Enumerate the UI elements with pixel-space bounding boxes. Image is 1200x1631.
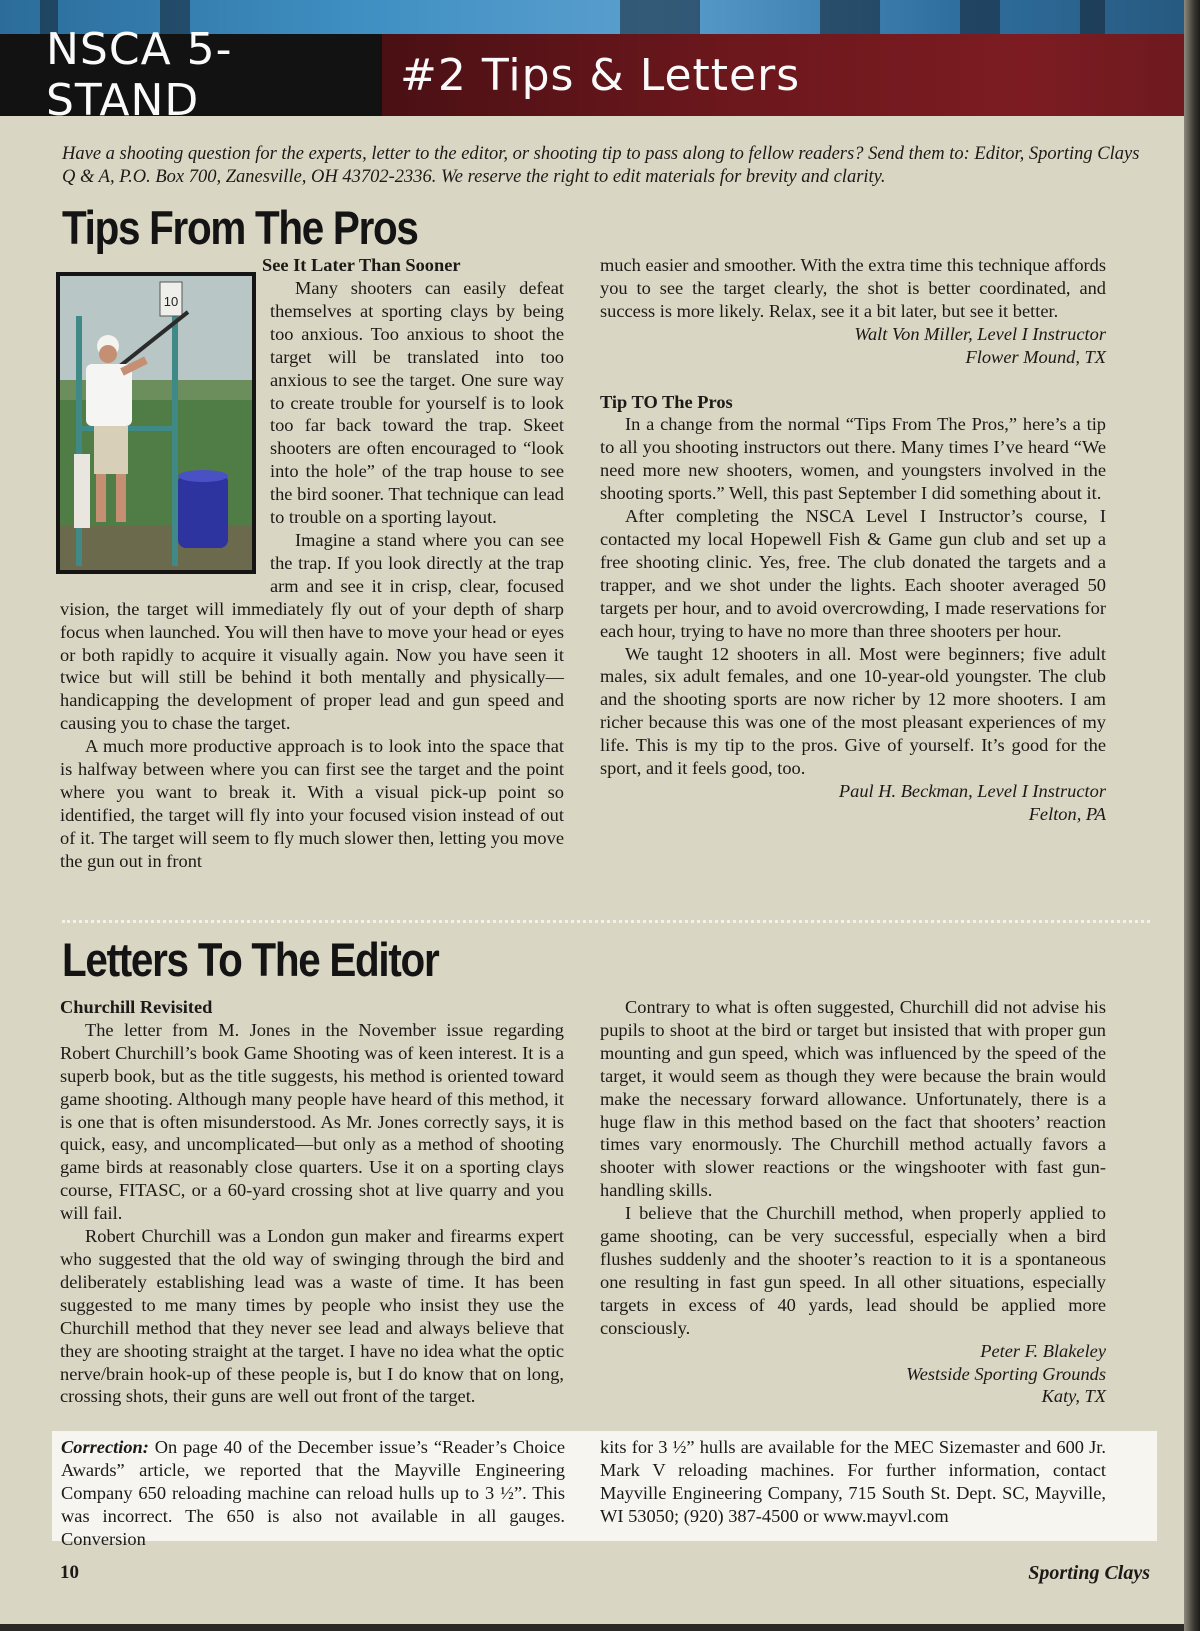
letter-paragraph-4: I believe that the Churchill method, when properly applied to game shooting, can be very successful, especially when a bird flushes suddenly and the shooter’s reaction to it is a spontaneous one resulting in fast gun speed. In all other situations, especially targets in excess of 40 yards, lead should be applied more consciously. <box>600 1203 1106 1338</box>
letters-section-title: Letters To The Editor <box>62 933 439 986</box>
header-left-title: NSCA 5-STAND <box>46 24 233 126</box>
article2-paragraph-1: In a change from the normal “Tips From The Pros,” here’s a tip to all you shooting instructors out there. Many times I’ve heard “We need more new shooters, women, and youngsters involved in the shooting sports.” Well, this past September I did something about it. <box>600 414 1106 504</box>
article2-paragraph-3: We taught 12 shooters in all. Most were beginners; five adult males, six adult females, and one 10-year-old youngster. The club and the shooting sports are now richer by 12 more shooters. I am richer because this was one of the most pleasant experiences of my life. This is my tip to the pros. Give of yourself. It’s good for the sport, and it feels good, too. <box>600 643 1106 779</box>
article2-signature-name: Paul H. Beckman, Level I Instructor <box>838 780 1106 801</box>
letter-paragraph-2: Robert Churchill was a London gun maker and firearms expert who suggested that the old way of swinging through the bird and deliberately establishing lead was a waste of time. It has been suggested to me many times by people who insist they use the Churchill method that they never see lead and always believe that they are shooting straight at the target. I have no idea what the optic nerve/brain hook-up of these people is, but I do know that on long, crossing shots, their guns are well out front of the target. <box>60 1226 564 1407</box>
section-divider <box>62 920 1150 923</box>
article1-paragraph-3: A much more productive approach is to look into the space that is halfway between where you can first see the target and the point where you want to break it. With a visual pick-up point so identified, the target will fly into your focused vision instead of out of it. The target will seem to fly much slower then, letting you move the gun out in front <box>60 736 564 871</box>
correction-text-left: On page 40 of the December issue’s “Reader’s Choice Awards” article, we reported that the Mayville Engineering Company 650 reloading machine can reload hulls up to 3 ½”. This was incorrect. The 650 is also not available in all gauges. Conversion <box>61 1437 565 1549</box>
letters-column-left <box>60 996 564 1408</box>
correction-text-right: kits for 3 ½” hulls are available for the MEC Sizemaster and 600 Jr. Mark V reloading machines. For further information, contact Mayville Engineering Company, 715 South St. Dept. SC, Mayville, WI 53050; (920) 387-4500 or www.mayvl.com <box>600 1437 1106 1526</box>
letter-signature-name: Peter F. Blakeley <box>980 1340 1106 1361</box>
correction-label: Correction: <box>61 1437 149 1457</box>
letters-column-right <box>600 996 1106 1408</box>
tips-column-left <box>60 277 564 873</box>
article1-signature-place: Flower Mound, TX <box>965 346 1106 367</box>
article2-paragraph-2: After completing the NSCA Level I Instructor’s course, I contacted my local Hopewell Fish & Game gun club and set up a free shooting clinic. Yes, free. The club donated the targets and a trapper, and we shot under the lights. Each shooter averaged 50 targets per hour, and to avoid overcrowding, I made reservations for each hour, trying to have no more than three shooters per hour. <box>600 506 1106 641</box>
letter-signature-org: Westside Sporting Grounds <box>906 1363 1106 1384</box>
page-bottom-edge <box>0 1624 1188 1631</box>
letter-paragraph-1: The letter from M. Jones in the November issue regarding Robert Churchill’s book Game Shooting was of keen interest. It is a superb book, but as the title suggests, his method is oriented toward game shooting. Although many people have heard of this method, it is one that is often misunderstood. As Mr. Jones correctly says, it is quick, easy, and uncomplicated—but only as a method of shooting game birds at reasonably close quarters. Use it on a sporting clays course, FITASC, or a 60-yard crossing shot at live quarry and you will fail. <box>60 1019 564 1224</box>
article1-signature-name: Walt Von Miller, Level I Instructor <box>854 323 1106 344</box>
magazine-name: Sporting Clays <box>1028 1562 1150 1584</box>
tips-col1-top <box>262 254 564 277</box>
intro-text: Have a shooting question for the experts, letter to the editor, or shooting tip to pass along to fellow readers? Send them to: Editor, Sporting Clays Q & A, P.O. Box 700, Zanesville, OH 43702-2336. We reserve the right to edit materials for brevity and clarity. <box>62 144 1140 187</box>
article1-heading: See It Later Than Sooner <box>262 255 461 275</box>
tips-column-right <box>600 254 1106 826</box>
section-header <box>0 24 1188 126</box>
page-number: 10 <box>60 1562 79 1583</box>
letter-paragraph-3: Contrary to what is often suggested, Churchill did not advise his pupils to shoot at the bird or target but insisted that with proper gun mounting and gun speed, which was influenced by the speed of the target, it would seem as though they were because the brain would make the necessary forward allowance. Unfortunately, there is a huge flaw in this method based on the fact that shooters’ reaction times vary enormously. The Churchill method actually favors a shooter with slower reactions or the wingshooter with fast gun-handling skills. <box>600 997 1106 1201</box>
article2-signature-place: Felton, PA <box>1028 803 1106 824</box>
letter-heading: Churchill Revisited <box>60 997 213 1017</box>
header-right-panel <box>382 34 1188 116</box>
tips-section-title: Tips From The Pros <box>62 201 418 254</box>
header-right-title: #2 Tips & Letters <box>400 49 801 101</box>
correction-box <box>52 1431 1157 1549</box>
article1-paragraph-4: much easier and smoother. With the extra time this technique affords you to see the target clearly, the shot is better coordinated, and success is more likely. Relax, see it a bit later, but see it better. <box>600 255 1106 321</box>
correction-right <box>600 1436 1106 1528</box>
article1-paragraph-1: Many shooters can easily defeat themselves at sporting clays by being too anxious. Too anxious to shoot the target will be translated into too anxious to see the target. One sure way to create trouble for yourself is to look too far back toward the trap. Skeet shooters are often encouraged to “look into the hole” of the trap house to see the bird sooner. That technique can lead to trouble on a sporting layout. <box>270 278 564 528</box>
article1-paragraph-2: Imagine a stand where you can see the trap. If you look directly at the trap arm and see it in crisp, clear, focused vision, the target will immediately fly out of your depth of sharp focus when launched. You will then have to move your head or eyes or both rapidly to acquire it visually again. Now you have seen it twice but will still be behind it both mentally and physically—handicapping the development of proper lead and gun speed and causing you to chase the target. <box>60 529 564 734</box>
article2-heading: Tip TO The Pros <box>600 391 733 412</box>
station-number-sign: 10 <box>163 294 179 309</box>
page-gutter-shadow <box>1184 0 1200 1631</box>
header-left-panel <box>0 24 382 126</box>
correction-left <box>61 1436 565 1551</box>
letter-signature-place: Katy, TX <box>1041 1386 1106 1407</box>
